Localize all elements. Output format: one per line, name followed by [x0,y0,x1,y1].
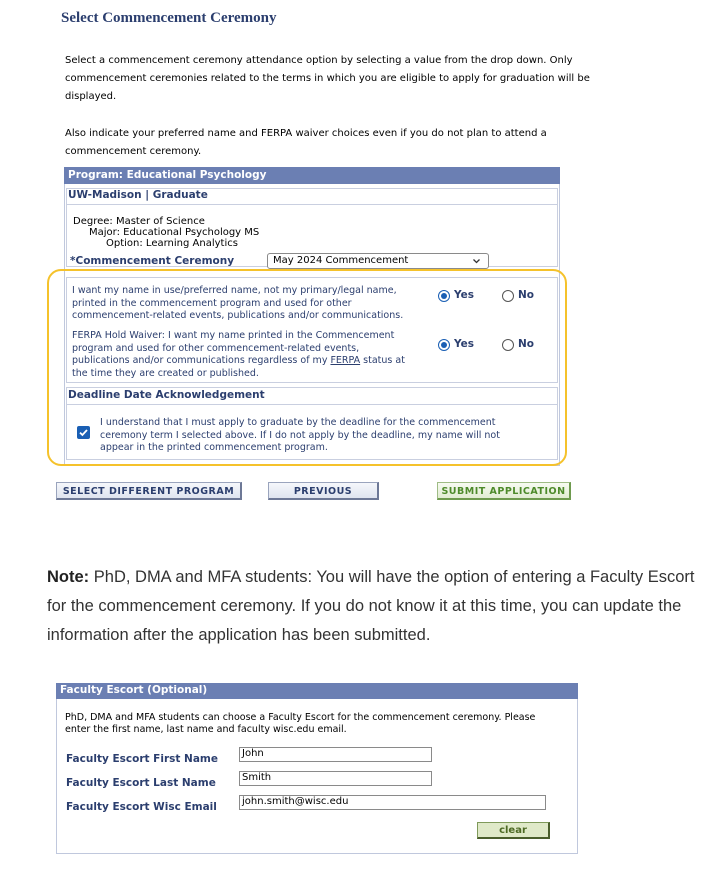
deadline-line: I understand that I must apply to graduate by the deadline for the commencement [100,417,496,428]
question-line: FERPA Hold Waiver: I want my name printed in the Commencement [72,330,395,341]
last-name-input[interactable]: Smith [239,771,432,786]
first-name-input[interactable]: John [239,747,432,762]
last-name-label: Faculty Escort Last Name [66,777,216,789]
faculty-escort-header: Faculty Escort (Optional) [56,683,578,699]
question-line: program and used for other commencement-related events, [72,342,360,354]
ceremony-select[interactable] [267,253,489,269]
ceremony-selected-value: May 2024 Commencement [273,255,409,266]
ferpa-no-label: No [518,338,535,350]
question-line: the time they are created or published. [72,367,259,379]
ferpa-yes-label: Yes [454,338,475,350]
second-paragraph [65,125,605,161]
deadline-title: Deadline Date Acknowledgement [68,389,265,401]
option-text: Option: Learning Analytics [106,238,238,249]
email-input[interactable]: john.smith@wisc.edu [239,795,546,810]
question-line-end: status at [360,355,405,366]
select-different-program-button[interactable]: SELECT DIFFERENT PROGRAM [56,482,242,500]
note-paragraph [47,563,717,650]
program-header: Program: Educational Psychology [64,167,560,184]
preferred-name-no-label: No [518,289,535,301]
second-line: commencement ceremony. [65,146,202,157]
deadline-line: appear in the printed commencement program. [100,442,328,453]
question-line: commencement-related events, publications and/or communications. [72,310,404,321]
intro-line: displayed. [65,91,117,102]
previous-button[interactable]: PREVIOUS [268,482,379,500]
note-label: Note: [47,568,90,586]
degree-text: Degree: Master of Science [73,216,205,227]
intro-line: enter the first name, last name and faculty wisc.edu email. [65,724,347,735]
page-title: Select Commencement Ceremony [61,10,277,26]
career-divider [66,204,558,205]
career-subheader: UW-Madison | Graduate [68,189,208,201]
major-text: Major: Educational Psychology MS [89,227,260,238]
intro-paragraph [65,52,605,106]
question-line-start: publications and/or communications regardless of my [72,355,331,366]
question-line: I want my name in use/preferred name, not my primary/legal name, [72,285,397,296]
clear-button[interactable]: clear [477,822,550,839]
intro-line: PhD, DMA and MFA students can choose a Faculty Escort for the commencement ceremony. Please [65,712,536,723]
intro-line: Select a commencement ceremony attendance option by selecting a value from the drop down. Only [65,55,573,66]
email-label: Faculty Escort Wisc Email [66,801,217,813]
first-name-label: Faculty Escort First Name [66,753,218,765]
second-line: Also indicate your preferred name and FERPA waiver choices even if you do not plan to attend a [65,128,547,139]
deadline-line: ceremony term I selected above. If I do not apply by the deadline, my name will not [100,429,500,441]
ceremony-label: *Commencement Ceremony [70,255,235,267]
ferpa-link[interactable]: FERPA [330,355,361,366]
highlight-outline [47,269,567,466]
intro-line: commencement ceremonies related to the terms in which you are eligible to apply for graduation will be [65,73,590,84]
faculty-escort-intro [65,712,570,736]
submit-application-button[interactable]: SUBMIT APPLICATION [437,482,571,500]
preferred-name-yes-label: Yes [454,289,475,301]
question-line: printed in the commencement program and used for other [72,297,352,309]
note-text: PhD, DMA and MFA students: You will have the option of entering a Faculty Escort for the commencement ceremony. If you do not know it at this time, you can update the information after the application has been submitted. [47,568,695,644]
